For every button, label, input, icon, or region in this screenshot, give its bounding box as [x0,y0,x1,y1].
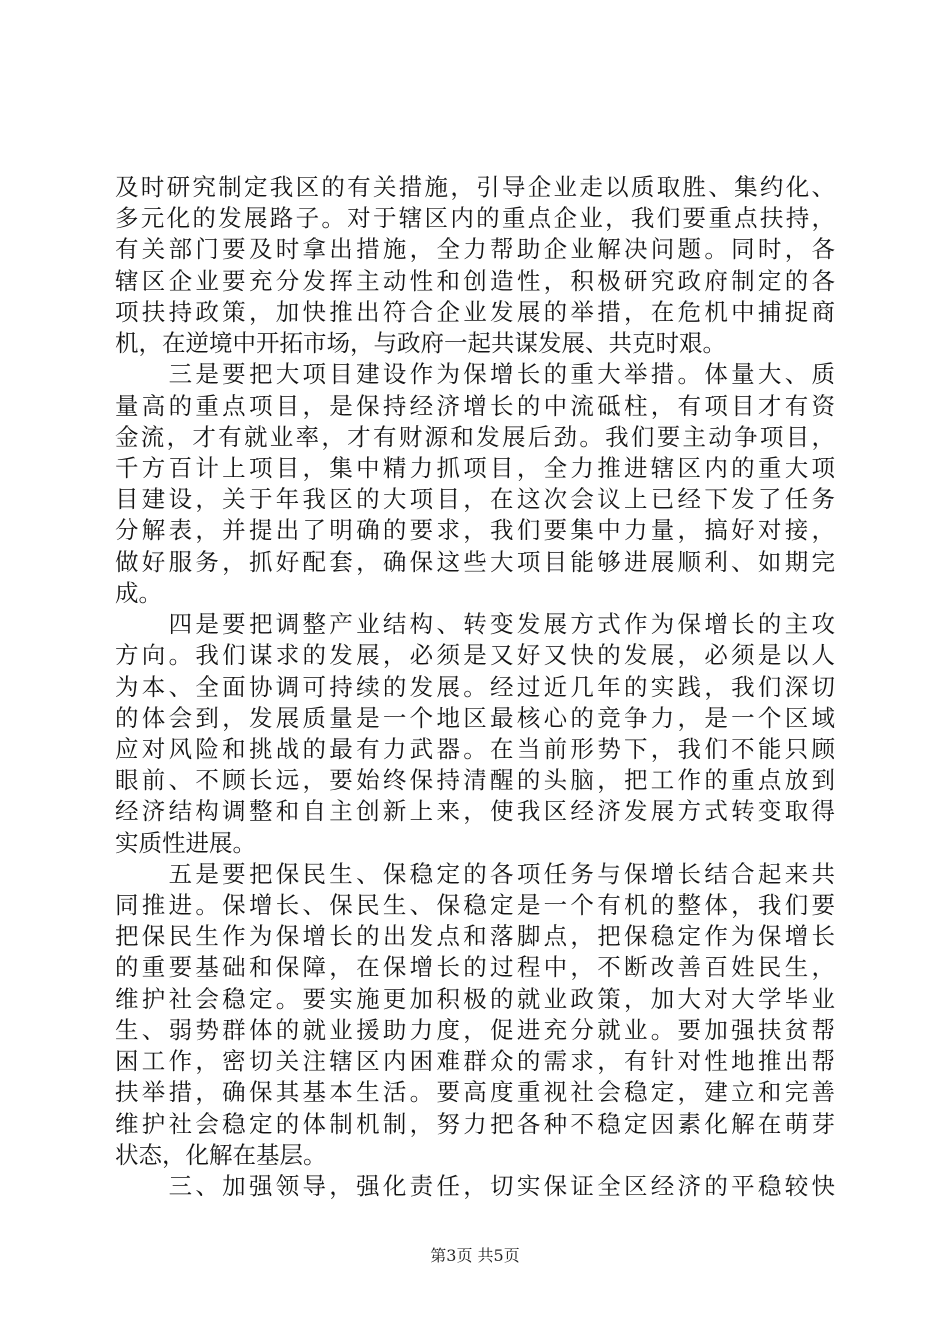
text-line: 辖区企业要充分发挥主动性和创造性，积极研究政府制定的各 [115,266,835,295]
text-line: 经济结构调整和自主创新上来，使我区经济发展方式转变取得 [115,797,835,826]
text-line: 生、弱势群体的就业援助力度，促进充分就业。要加强扶贫帮 [115,1015,835,1044]
text-line: 项扶持政策，加快推出符合企业发展的举措，在危机中捕捉商 [115,297,835,326]
text-line: 多元化的发展路子。对于辖区内的重点企业，我们要重点扶持， [115,204,835,233]
text-line: 五是要把保民生、保稳定的各项任务与保增长结合起来共 [115,859,835,888]
text-line: 把保民生作为保增长的出发点和落脚点，把保稳定作为保增长 [115,922,835,951]
text-line: 状态，化解在基层。 [115,1140,327,1169]
text-line: 三是要把大项目建设作为保增长的重大举措。体量大、质 [115,360,835,389]
text-line: 及时研究制定我区的有关措施，引导企业走以质取胜、集约化、 [115,173,835,201]
text-line: 做好服务，抓好配套，确保这些大项目能够进展顺利、如期完 [115,547,835,576]
text-line: 千方百计上项目，集中精力抓项目，全力推进辖区内的重大项 [115,453,835,482]
text-line: 成。 [115,578,162,607]
text-line: 维护社会稳定的体制机制，努力把各种不稳定因素化解在萌芽 [115,1109,835,1138]
text-line: 三、加强领导，强化责任，切实保证全区经济的平稳较快 [115,1172,835,1200]
text-line: 眼前、不顾长远，要始终保持清醒的头脑，把工作的重点放到 [115,766,835,795]
text-line: 维护社会稳定。要实施更加积极的就业政策，加大对大学毕业 [115,984,835,1013]
text-line: 四是要把调整产业结构、转变发展方式作为保增长的主攻 [115,610,835,639]
text-line: 有关部门要及时拿出措施，全力帮助企业解决问题。同时，各 [115,235,835,264]
text-line: 为本、全面协调可持续的发展。经过近几年的实践，我们深切 [115,672,835,701]
text-line: 分解表，并提出了明确的要求，我们要集中力量，搞好对接， [115,516,835,545]
text-line: 方向。我们谋求的发展，必须是又好又快的发展，必须是以人 [115,641,835,670]
text-line: 困工作，密切关注辖区内困难群众的需求，有针对性地推出帮 [115,1047,835,1076]
text-line: 同推进。保增长、保民生、保稳定是一个有机的整体，我们要 [115,891,835,920]
text-line: 实质性进展。 [115,828,256,857]
text-line: 量高的重点项目，是保持经济增长的中流砥柱，有项目才有资 [115,391,835,420]
text-line: 金流，才有就业率，才有财源和发展后劲。我们要主动争项目， [115,422,835,451]
text-line: 扶举措，确保其基本生活。要高度重视社会稳定，建立和完善 [115,1078,835,1107]
text-line: 目建设，关于年我区的大项目，在这次会议上已经下发了任务 [115,485,835,514]
text-line: 应对风险和挑战的最有力武器。在当前形势下，我们不能只顾 [115,734,835,763]
text-line: 的重要基础和保障，在保增长的过程中，不断改善百姓民生， [115,953,835,982]
text-line: 机，在逆境中开拓市场，与政府一起共谋发展、共克时艰。 [115,329,726,358]
page-footer: 第3页 共5页 [430,1246,520,1265]
text-line: 的体会到，发展质量是一个地区最核心的竞争力，是一个区域 [115,703,835,732]
